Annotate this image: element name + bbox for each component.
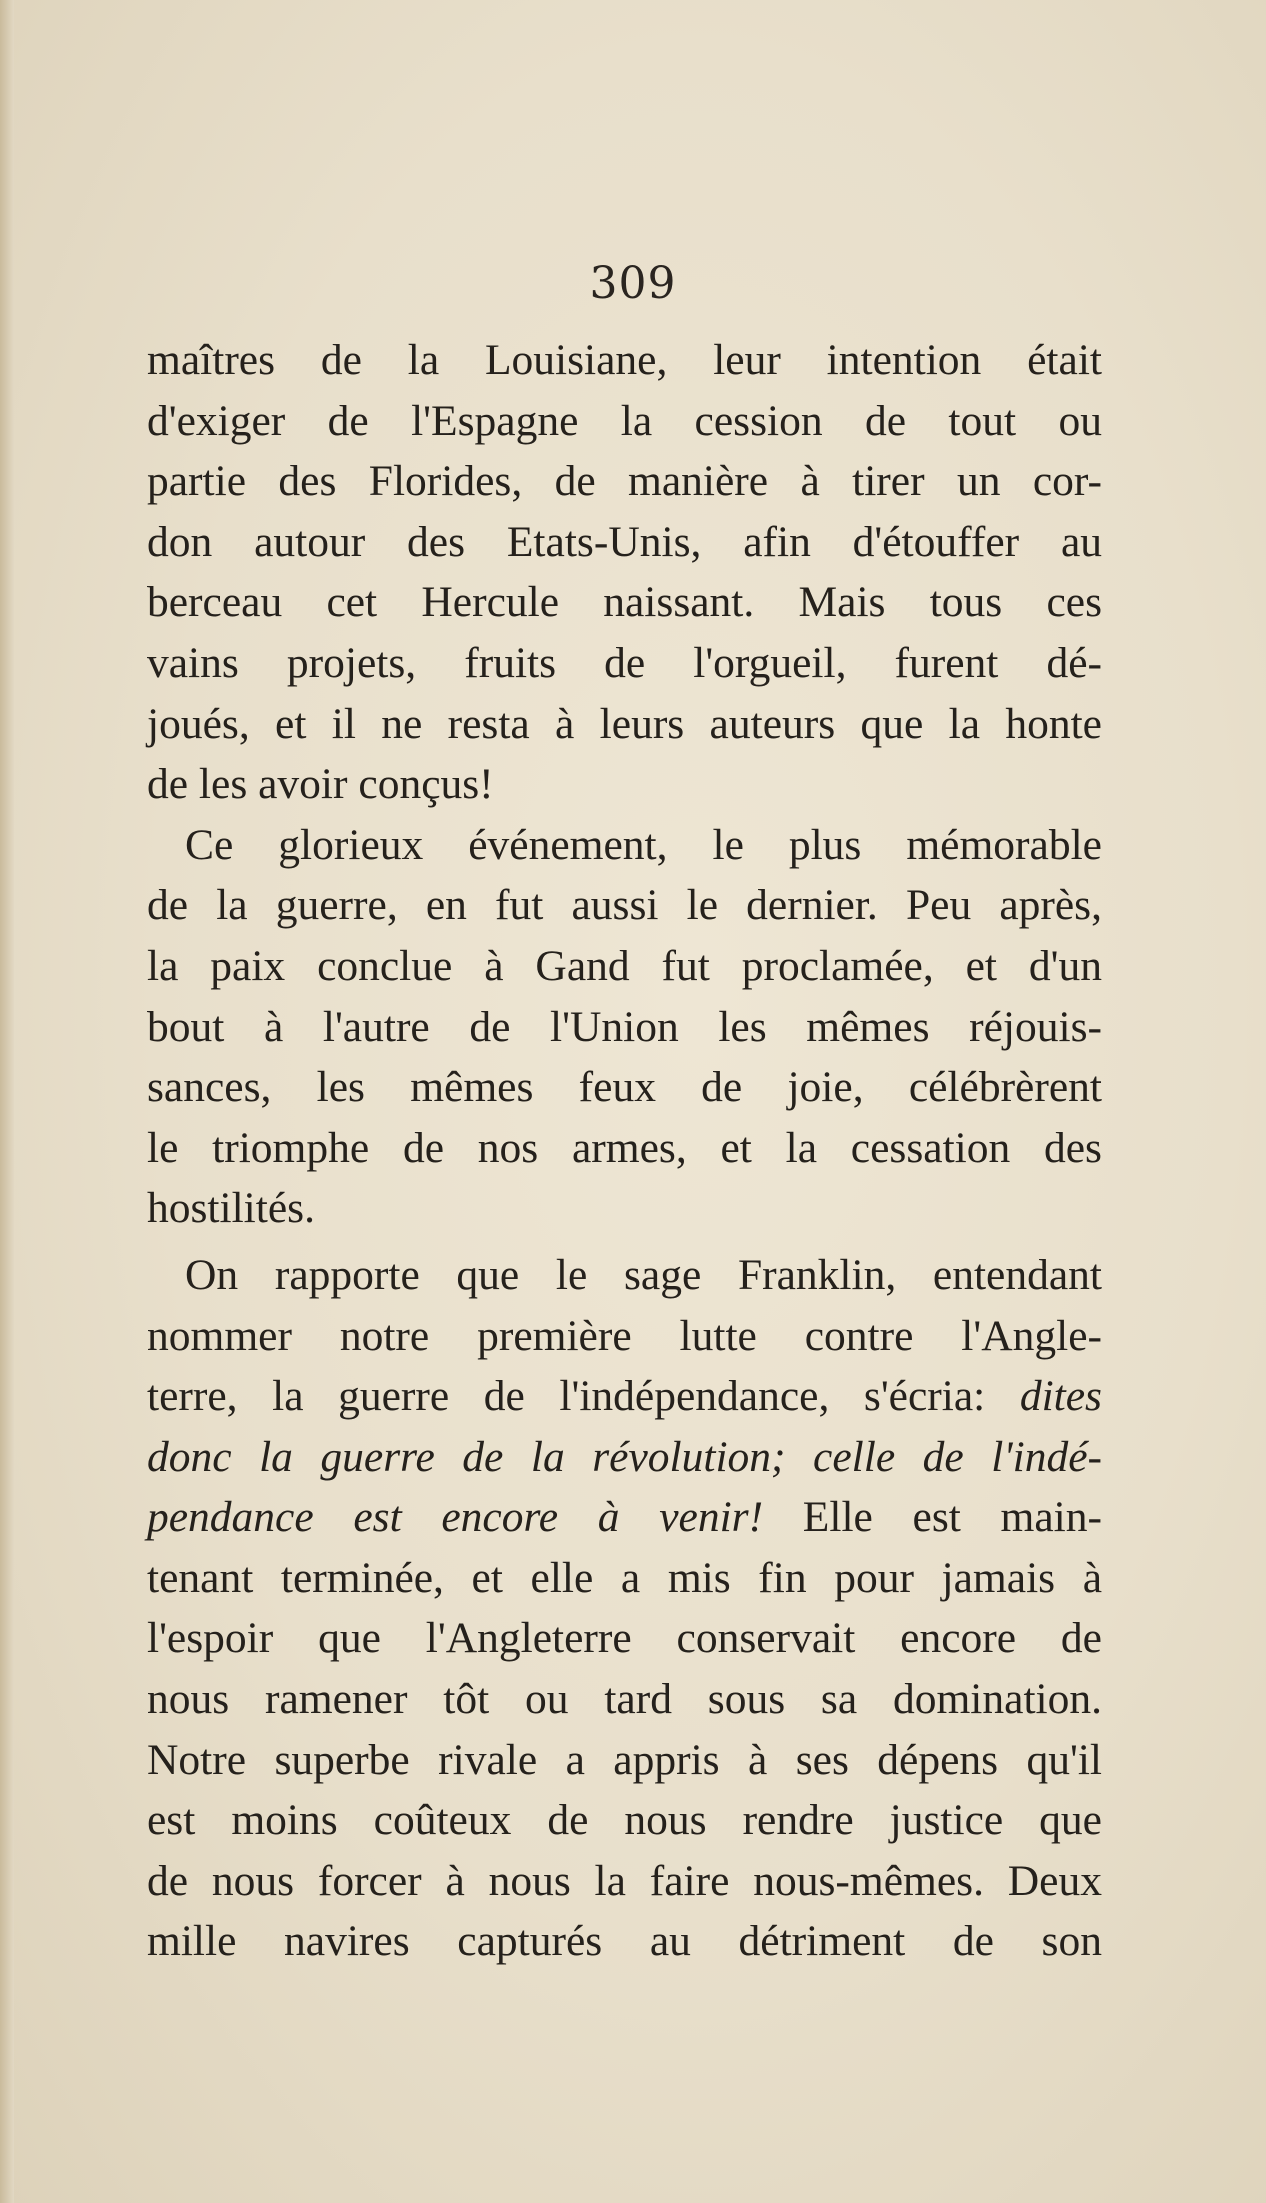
page-number: 309: [589, 258, 677, 309]
text-line: maîtres de la Louisiane, leur intention était: [147, 336, 1102, 384]
text-line: On rapporte que le sage Franklin, entendant: [185, 1250, 1102, 1299]
text-line: d'exiger de l'Espagne la cession de tout ou: [147, 396, 1102, 445]
text-line: est moins coûteux de nous rendre justice que: [147, 1796, 1102, 1845]
text-line: nous ramener tôt ou tard sous sa domination.: [147, 1675, 1102, 1724]
text-line: joués, et il ne resta à leurs auteurs que la honte: [147, 699, 1102, 748]
text-line: de les avoir conçus!: [147, 760, 494, 809]
text-line: l'espoir que l'Angleterre conservait encore de: [147, 1614, 1102, 1663]
text-line: tenant terminée, et elle a mis fin pour jamais à: [147, 1553, 1102, 1602]
text-segment: terre, la guerre de l'indépendance, s'écria:: [147, 1372, 986, 1421]
text-line: mille navires capturés au détriment de son: [147, 1917, 1102, 1966]
paragraph: [147, 815, 1102, 1239]
text-line: nommer notre première lutte contre l'Angle-: [147, 1311, 1102, 1360]
text-line: hostilités.: [147, 1184, 315, 1233]
page-binding-edge: [0, 0, 14, 2203]
italic-segment: dites: [1019, 1372, 1102, 1421]
text-line: [147, 1427, 1102, 1488]
text-line: de la guerre, en fut aussi le dernier. Peu après,: [147, 881, 1102, 930]
text-line: berceau cet Hercule naissant. Mais tous ces: [147, 578, 1102, 627]
italic-segment: donc la guerre de la révolution; celle de l'indé-: [147, 1432, 1102, 1481]
text-line: Notre superbe rivale a appris à ses dépens qu'il: [147, 1735, 1102, 1784]
text-line: vains projets, fruits de l'orgueil, furent dé-: [147, 638, 1102, 687]
text-line: don autour des Etats-Unis, afin d'étouffer au: [147, 517, 1102, 566]
text-line: bout à l'autre de l'Union les mêmes réjouis-: [147, 1002, 1102, 1051]
text-line: partie des Florides, de manière à tirer un cor-: [147, 457, 1102, 506]
text-line: [147, 1366, 1102, 1427]
italic-segment: pendance est encore à venir!: [147, 1493, 764, 1542]
body-text: [147, 330, 1102, 1972]
paragraph: [147, 330, 1102, 815]
text-line: Ce glorieux événement, le plus mémorable: [185, 820, 1102, 869]
paragraph: [147, 1245, 1102, 1972]
text-line: sances, les mêmes feux de joie, célébrèrent: [147, 1063, 1102, 1112]
text-line: la paix conclue à Gand fut proclamée, et d'un: [147, 941, 1102, 990]
text-line: le triomphe de nos armes, et la cessation des: [147, 1123, 1102, 1172]
text-line: de nous forcer à nous la faire nous-mêmes. Deux: [147, 1856, 1102, 1905]
text-line: [147, 1487, 1102, 1548]
text-segment: Elle est main-: [802, 1493, 1102, 1542]
